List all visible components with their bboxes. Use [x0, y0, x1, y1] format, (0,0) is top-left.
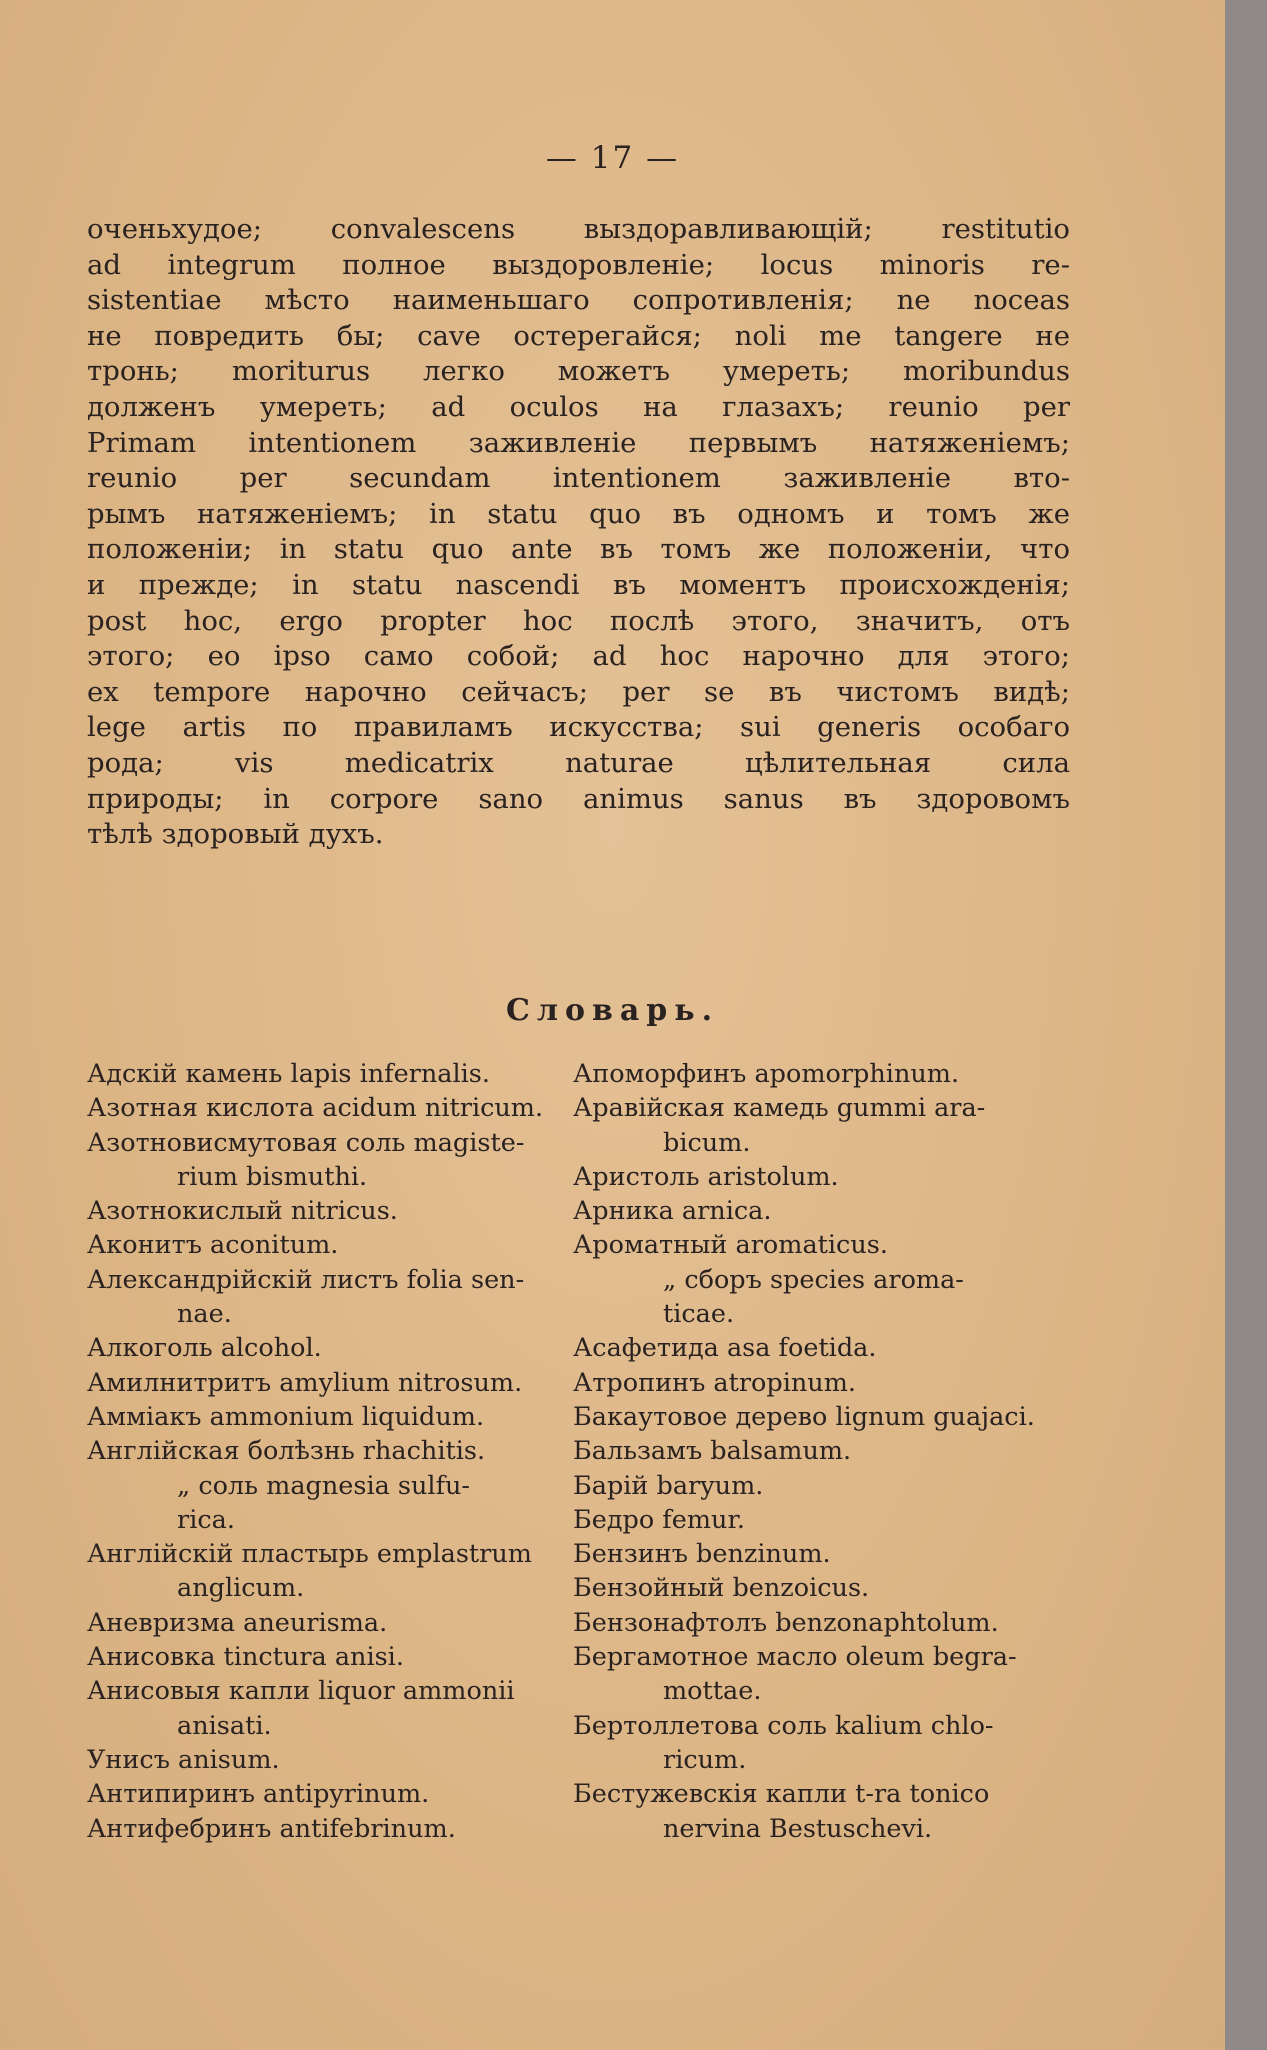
- dictionary-entry-line: Антипиринъ antipyrinum.: [87, 1779, 430, 1810]
- dictionary-entry-line: Анисовка tinctura anisi.: [87, 1642, 404, 1673]
- dictionary-entry-line: Ароматный aromaticus.: [573, 1230, 888, 1261]
- dictionary-entry-line: anglicum.: [177, 1573, 305, 1604]
- intro-line: reunio per secundam intentionem заживленіе вто-: [87, 462, 1070, 495]
- dictionary-entry-line: Бедро femur.: [573, 1504, 745, 1535]
- dictionary-entry-line: Апоморфинъ apomorphinum.: [573, 1059, 960, 1089]
- dictionary-entry-line: Бергамотное масло oleum begra-: [573, 1642, 1017, 1673]
- dictionary-entry-line: Адскій камень lapis infernalis.: [87, 1059, 490, 1089]
- intro-line: положеніи; in statu quo ante въ томъ же положеніи, что: [87, 533, 1070, 566]
- dictionary-entry-line: Бертоллетова соль kalium chlo-: [573, 1710, 994, 1741]
- page-number: — 17 —: [545, 140, 680, 176]
- dictionary-entry-line: rium bismuthi.: [177, 1161, 368, 1192]
- dictionary-entry-line: Асафетида asa foetida.: [573, 1333, 877, 1364]
- dictionary-entry-line: Алкоголь alcohol.: [87, 1333, 322, 1364]
- dictionary-entry-line: Аневризма aneurisma.: [87, 1607, 388, 1638]
- dictionary-column-left: [87, 1057, 572, 1846]
- intro-line: рымъ натяженіемъ; in statu quo въ одномъ и томъ же: [87, 497, 1070, 530]
- intro-line: этого; eo ipso само собой; ad hoc нарочно для этого;: [87, 640, 1070, 673]
- dictionary-entry-line: rica.: [177, 1504, 235, 1535]
- dictionary-entry-line: Унисъ anisum.: [87, 1744, 280, 1775]
- dictionary-entry-line: ricum.: [663, 1744, 747, 1775]
- dictionary-entry-line: Антифебринъ antifebrinum.: [87, 1813, 456, 1844]
- dictionary-entry-line: ticae.: [663, 1299, 735, 1330]
- intro-line: не повредить бы; cave остерегайся; noli me tangere не: [87, 319, 1070, 352]
- dictionary-entry-line: Александрійскій листъ folia sen-: [87, 1264, 525, 1295]
- intro-line: lege artis по правиламъ искусства; sui generis особаго: [87, 711, 1070, 744]
- dictionary-entry-line: Бальзамъ balsamum.: [573, 1436, 852, 1467]
- dictionary-entry-line: Англійская болѣзнь rhachitis.: [87, 1436, 486, 1467]
- dictionary-entry-line: Арника arnica.: [573, 1196, 772, 1227]
- intro-line: ex tempore нарочно сейчасъ; per se въ чистомъ видѣ;: [87, 675, 1070, 708]
- dictionary-entry-line: Азотная кислота acidum nitricum.: [87, 1093, 544, 1124]
- dictionary-entry-line: bicum.: [663, 1127, 751, 1158]
- intro-line: ad integrum полное выздоровленіе; locus minoris re-: [87, 248, 1070, 281]
- dictionary-entry-line: „ сборъ species aroma-: [663, 1264, 964, 1295]
- intro-line: и прежде; in statu nascendi въ моментъ происхожденія;: [87, 568, 1070, 601]
- dictionary-entry-line: Англійскій пластырь emplastrum: [87, 1539, 532, 1570]
- dictionary-entry-line: Бензойный benzoicus.: [573, 1573, 870, 1604]
- intro-line: рода; vis medicatrix naturae цѣлительная сила: [87, 746, 1070, 779]
- dictionary-column-right: [573, 1057, 1070, 1846]
- dictionary-entry-line: mottae.: [663, 1676, 762, 1707]
- dictionary-entry-line: Амміакъ ammonium liquidum.: [87, 1401, 485, 1432]
- dictionary-entry-line: Анисовыя капли liquor ammonii: [87, 1676, 515, 1707]
- dictionary-entry-line: anisati.: [177, 1710, 272, 1741]
- dictionary-entry-line: Бестужевскія капли t-ra tonico: [573, 1779, 990, 1810]
- intro-text: [87, 212, 1070, 853]
- intro-line: Primam intentionem заживленіе первымъ натяженіемъ;: [87, 426, 1070, 459]
- dictionary-entry-line: Аристоль aristolum.: [573, 1161, 839, 1192]
- dictionary-entry-line: Аконитъ aconitum.: [87, 1230, 339, 1261]
- dictionary-entry-line: Бакаутовое дерево lignum guajaci.: [573, 1401, 1035, 1432]
- intro-line: sistentiae мѣсто наименьшаго сопротивленія; ne noceas: [87, 284, 1070, 317]
- intro-line: долженъ умереть; ad oculos на глазахъ; reunio per: [87, 390, 1070, 423]
- dictionary-entry-line: Аравійская камедь gummi ara-: [573, 1093, 986, 1124]
- intro-line: post hoc, ergo propter hoc послѣ этого, значитъ, отъ: [87, 604, 1070, 637]
- dictionary-entry-line: Атропинъ atropinum.: [573, 1367, 857, 1398]
- dictionary-entry-line: Азотновисмутовая соль magiste-: [87, 1127, 525, 1158]
- intro-line: тронь; moriturus легко можетъ умереть; moribundus: [87, 355, 1070, 388]
- intro-line: тѣлѣ здоровый духъ.: [87, 818, 384, 851]
- dictionary-entry-line: Бензонафтолъ benzonaphtolum.: [573, 1607, 999, 1638]
- dictionary-entry-line: Бензинъ benzinum.: [573, 1539, 831, 1570]
- intro-line: оченьхудое; convalescens выздоравливающій; restitutio: [87, 213, 1070, 245]
- dictionary-entry-line: Барій baryum.: [573, 1470, 764, 1501]
- dictionary-entry-line: nervina Bestuschevi.: [663, 1813, 933, 1844]
- section-heading: Словарь.: [505, 993, 720, 1028]
- dictionary-entry-line: nae.: [177, 1299, 232, 1330]
- intro-line: природы; in corpore sano animus sanus въ здоровомъ: [87, 782, 1070, 815]
- dictionary-entry-line: Азотнокислый nitricus.: [87, 1196, 398, 1227]
- dictionary-entry-line: Амилнитритъ amylium nitrosum.: [87, 1367, 523, 1398]
- dictionary-entry-line: „ соль magnesia sulfu-: [177, 1470, 471, 1501]
- page-edge-background: [1225, 0, 1267, 2050]
